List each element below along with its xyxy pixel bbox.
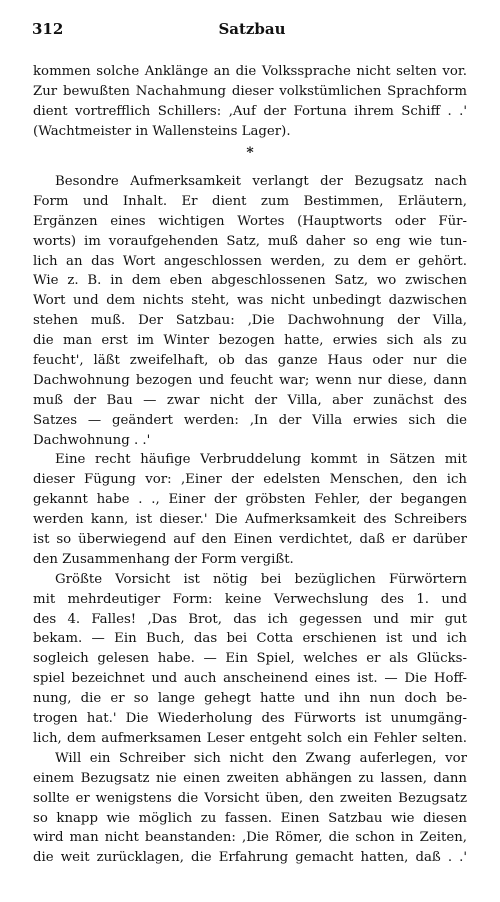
text-line: bekam. — Ein Buch, das bei Cotta erschienen ist und ich [33, 631, 467, 647]
text-line: Größte Vorsicht ist nötig bei bezüglichen Fürwörtern [55, 571, 467, 587]
page-header [32, 20, 472, 42]
paragraph-bezugsatz [33, 749, 467, 868]
text-line: sogleich gelesen habe. — Ein Spiel, welches er als Glücks- [33, 651, 467, 667]
text-line: Will ein Schreiber sich nicht den Zwang auferlegen, vor [55, 750, 467, 766]
text-line: Dachwohnung . .' [33, 432, 151, 448]
paragraph-relative-clause [33, 172, 467, 450]
text-line: muß der Bau — zwar nicht der Villa, aber zunächst des [33, 392, 467, 408]
paragraph-verbruddelung [33, 450, 467, 569]
text-line: mit mehrdeutiger Form: keine Verwechslung des 1. und [33, 591, 467, 607]
text-line: dieser Fügung vor: ‚Einer der edelsten Menschen, den ich [33, 472, 467, 488]
text-line: Besondre Aufmerksamkeit verlangt der Bezugsatz nach [55, 174, 467, 189]
text-line: worts) im voraufgehenden Satz, muß daher so eng wie tun- [33, 233, 467, 249]
text-line: Dachwohnung bezogen und feucht war; wenn nur diese, dann [33, 372, 467, 388]
text-line: die weit zurücklagen, die Erfahrung gemacht hatten, daß . .' [33, 850, 467, 866]
page-number: 312 [32, 20, 64, 38]
text-line: Wie z. B. in dem eben abgeschlossenen Satz, wo zwischen [33, 273, 467, 289]
text-line: wird man nicht beanstanden: ‚Die Römer, die schon in Zeiten, [33, 830, 467, 846]
text-line: Satzes — geändert werden: ‚In der Villa erwies sich die [33, 412, 467, 428]
text-line: nung, die er so lange gehegt hatte und ihn nun doch be- [33, 691, 467, 707]
text-line: des 4. Falles! ‚Das Brot, das ich gegessen und mir gut [33, 611, 467, 627]
text-line: trogen hat.' Die Wiederholung des Fürworts ist unumgäng- [33, 711, 467, 727]
text-line: ist so überwiegend auf den Einen verdichtet, daß er darüber [33, 532, 467, 548]
text-line: kommen solche Anklänge an die Volkssprache nicht selten vor. [33, 64, 467, 79]
text-line: Form und Inhalt. Er dient zum Bestimmen, Erläutern, [33, 193, 467, 209]
text-line: Wort und dem nichts steht, was nicht unbedingt dazwischen [33, 293, 467, 309]
text-line: die man erst im Winter bezogen hatte, erwies sich als zu [33, 333, 467, 349]
running-title: Satzbau [218, 20, 286, 38]
text-line: Zur bewußten Nachahmung dieser volkstümlichen Sprachform [33, 83, 467, 99]
text-line: lich an das Wort angeschlossen werden, zu dem er gehört. [33, 253, 467, 269]
text-line: feucht', läßt zweifelhaft, ob das ganze Haus oder nur die [33, 353, 467, 369]
text-line: stehen muß. Der Satzbau: ‚Die Dachwohnung der Villa, [33, 313, 467, 329]
text-line: Eine recht häufige Verbruddelung kommt in Sätzen mit [55, 452, 467, 468]
text-line: dient vortrefflich Schillers: ‚Auf der Fortuna ihrem Schiff . .' [33, 103, 467, 119]
text-line: gekannt habe . ., Einer der gröbsten Fehler, der begangen [33, 492, 467, 508]
text-line: (Wachtmeister in Wallensteins Lager). [33, 123, 291, 139]
text-line: Ergänzen eines wichtigen Wortes (Hauptworts oder Für- [33, 213, 467, 229]
text-line: sollte er wenigstens die Vorsicht üben, den zweiten Bezugsatz [33, 790, 467, 806]
paragraph-fuerwoerter [33, 570, 467, 749]
text-line: den Zusammenhang der Form vergißt. [33, 551, 294, 567]
text-line: einem Bezugsatz nie einen zweiten abhängen zu lassen, dann [33, 770, 467, 786]
text-line: spiel bezeichnet und auch anscheinend eines ist. — Die Hoff- [33, 671, 467, 687]
text-line: werden kann, ist dieser.' Die Aufmerksamkeit des Schreibers [33, 512, 467, 528]
text-line: so knapp wie möglich zu fassen. Einen Satzbau wie diesen [33, 810, 467, 826]
main-text [33, 172, 467, 868]
section-separator: * [246, 145, 254, 161]
text-line: lich, dem aufmerksamen Leser entgeht solch ein Fehler selten. [33, 730, 467, 746]
paragraph-continuation [33, 62, 467, 142]
